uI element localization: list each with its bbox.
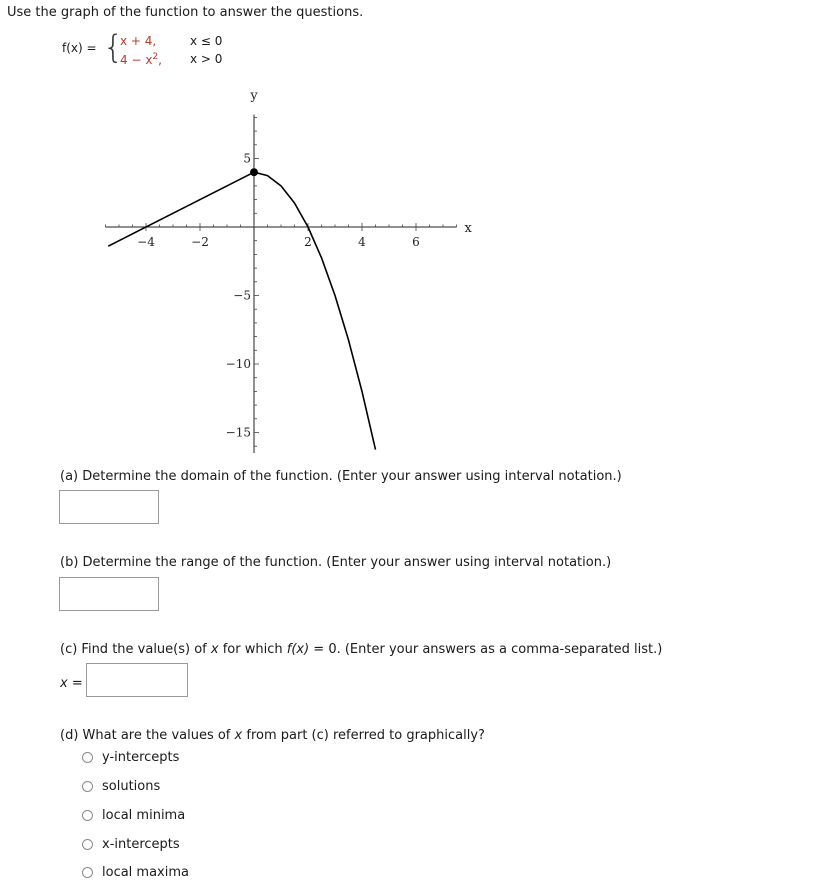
axes	[106, 89, 473, 453]
range-answer-input[interactable]	[59, 577, 159, 611]
option-solutions[interactable]: solutions	[82, 777, 160, 795]
radio-button[interactable]	[82, 781, 93, 792]
y-tick-label: −5	[233, 288, 251, 303]
function-name: f(x) =	[62, 41, 97, 55]
series-line-1	[108, 172, 254, 246]
x-equals-label: x =	[60, 676, 83, 691]
piece-2-condition: x > 0	[190, 52, 223, 66]
x-tick-label: 4	[358, 235, 366, 249]
domain-answer-input[interactable]	[59, 490, 159, 524]
option-local-maxima[interactable]: local maxima	[82, 863, 189, 881]
y-tick-label: 5	[243, 151, 251, 166]
option-x-intercepts[interactable]: x-intercepts	[82, 835, 180, 853]
series-line-2	[254, 172, 376, 449]
instruction-text: Use the graph of the function to answer the questions.	[7, 5, 364, 20]
radio-button[interactable]	[82, 752, 93, 763]
x-tick-label: 2	[304, 235, 312, 249]
question-b: (b) Determine the range of the function. (Enter your answer using interval notation.)	[60, 555, 612, 570]
question-a: (a) Determine the domain of the function. (Enter your answer using interval notation.)	[60, 469, 622, 484]
radio-button[interactable]	[82, 839, 93, 850]
radio-button[interactable]	[82, 810, 93, 821]
piece-1-condition: x ≤ 0	[190, 34, 223, 48]
vertex-point	[251, 169, 258, 176]
question-c: (c) Find the value(s) of x for which f(x) = 0. (Enter your answers as a comma-separated list.)	[60, 642, 663, 657]
y-axis-label: y	[250, 88, 258, 104]
y-tick-label: −15	[225, 425, 251, 440]
option-local-minima[interactable]: local minima	[82, 806, 185, 824]
x-tick-label: −2	[191, 235, 209, 249]
zeros-answer-input[interactable]	[86, 663, 188, 697]
y-tick-label: −10	[225, 357, 251, 371]
x-tick-label: −4	[137, 235, 155, 249]
piece-2-expression: $4 - x^2$,	[120, 52, 162, 67]
x-tick-label: 6	[412, 235, 420, 249]
brace: {	[103, 28, 124, 66]
curves	[108, 169, 375, 450]
radio-button[interactable]	[82, 867, 93, 878]
question-d: (d) What are the values of x from part (c) referred to graphically?	[60, 728, 485, 743]
piece-1-expression: x + 4,	[120, 34, 157, 48]
x-axis-label: x	[464, 221, 472, 236]
option-y-intercepts[interactable]: y-intercepts	[82, 748, 179, 766]
